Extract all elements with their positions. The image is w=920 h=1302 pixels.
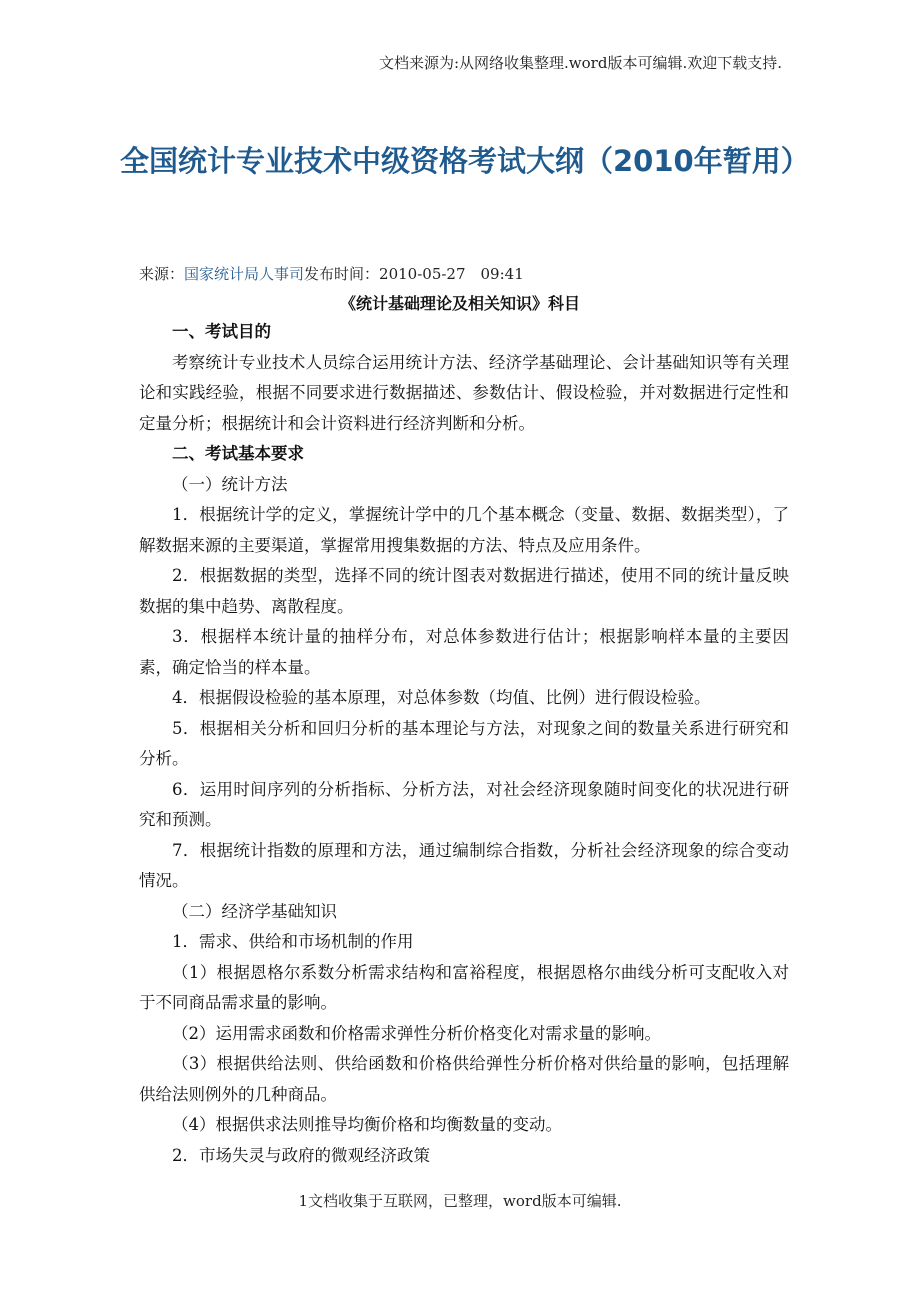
list-item: 2．根据数据的类型，选择不同的统计图表对数据进行描述，使用不同的统计量反映数据的集中趋势、离散程度。	[139, 566, 789, 616]
list-item: 6．运用时间序列的分析指标、分析方法，对社会经济现象随时间变化的状况进行研究和预测。	[139, 779, 789, 829]
list-item: 1．根据统计学的定义，掌握统计学中的几个基本概念（变量、数据、数据类型），了解数据来源的主要渠道，掌握常用搜集数据的方法、特点及应用条件。	[139, 505, 789, 555]
list-item: （1）根据恩格尔系数分析需求结构和富裕程度，根据恩格尔曲线分析可支配收入对于不同商品需求量的影响。	[139, 962, 789, 1012]
subject-heading: 《统计基础理论及相关知识》科目	[339, 294, 580, 313]
list-item: 7．根据统计指数的原理和方法，通过编制综合指数，分析社会经济现象的综合变动情况。	[139, 840, 789, 890]
purpose-paragraph: 考察统计专业技术人员综合运用统计方法、经济学基础理论、会计基础知识等有关理论和实践经验，根据不同要求进行数据描述、参数估计、假设检验，并对数据进行定性和定量分析；根据统计和会计资料进行经济判断和分析。	[139, 352, 789, 433]
document-body	[139, 317, 789, 1171]
section-heading-purpose: 一、考试目的	[172, 322, 271, 341]
footer-note: 1文档收集于互联网，已整理，word版本可编辑.	[298, 1192, 622, 1210]
source-link[interactable]: 国家统计局人事司	[184, 265, 305, 283]
list-item: （2）运用需求函数和价格需求弹性分析价格变化对需求量的影响。	[172, 1023, 661, 1043]
source-label: 来源：	[139, 265, 185, 283]
document-title: 全国统计专业技术中级资格考试大纲（2010年暂用）	[120, 144, 810, 178]
header-note: 文档来源为:从网络收集整理.word版本可编辑.欢迎下载支持.	[378, 54, 782, 72]
list-item: 1．需求、供给和市场机制的作用	[172, 932, 414, 951]
list-item: （3）根据供给法则、供给函数和价格供给弹性分析价格对供给量的影响，包括理解供给法则例外的几种商品。	[139, 1054, 789, 1104]
source-line	[139, 263, 524, 284]
list-item: 2．市场失灵与政府的微观经济政策	[172, 1145, 430, 1165]
subsection-statistics: （一）统计方法	[172, 474, 288, 494]
list-item: 3．根据样本统计量的抽样分布，对总体参数进行估计；根据影响样本量的主要因素，确定恰当的样本量。	[139, 627, 789, 677]
subsection-economics: （二）经济学基础知识	[172, 901, 337, 921]
section-heading-requirements: 二、考试基本要求	[172, 444, 304, 463]
publish-time: 发布时间：2010-05-27 09:41	[304, 265, 524, 283]
list-item: 4．根据假设检验的基本原理，对总体参数（均值、比例）进行假设检验。	[172, 688, 711, 707]
list-item: （4）根据供求法则推导均衡价格和均衡数量的变动。	[172, 1115, 562, 1134]
list-item: 5．根据相关分析和回归分析的基本理论与方法，对现象之间的数量关系进行研究和分析。	[139, 718, 789, 768]
